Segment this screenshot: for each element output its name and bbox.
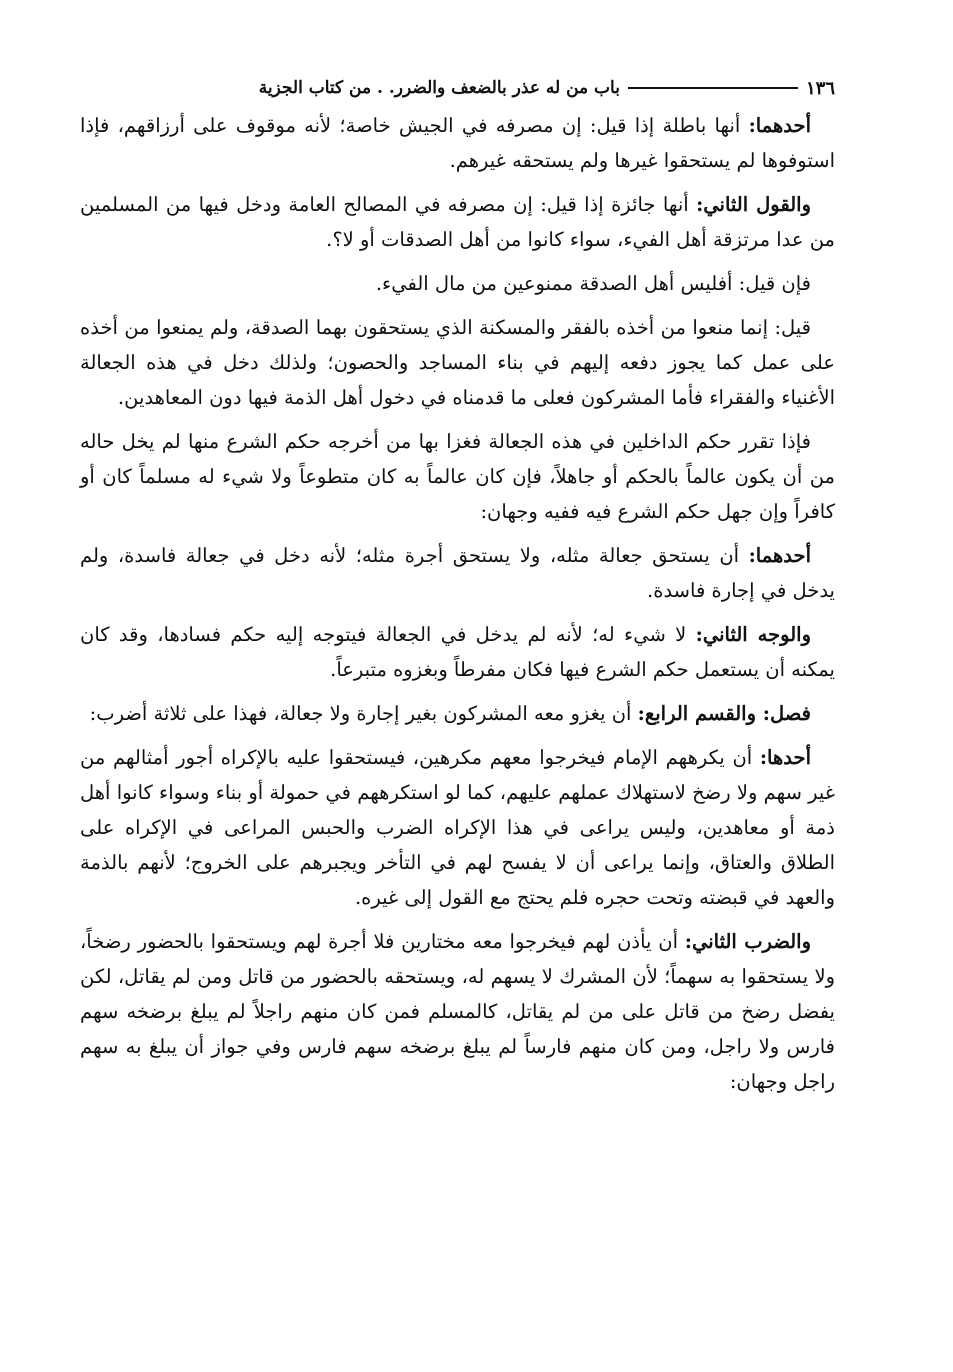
paragraph-text: فإذا تقرر حكم الداخلين في هذه الجعالة فغزا بها من أخرجه حكم الشرع منها لم يخل حاله من أن يكون عالماً بالحكم أو جاهلاً، فإن كان عالماً به كان متطوعاً ولا شيء له مسلماً كان أو كافراً وإن جهل حكم الشرع فيه ففيه وجهان: [80, 430, 835, 523]
paragraph-text: أن يغزو معه المشركون بغير إجارة ولا جعالة، فهذا على ثلاثة أضرب: [89, 702, 638, 725]
paragraph-10 [80, 924, 835, 1099]
page-body [80, 108, 835, 1099]
paragraph-text: قيل: إنما منعوا من أخذه بالفقر والمسكنة الذي يستحقون بهما الصدقة، ولم يمنعوا من أخذه على عمل كما يجوز دفعه إليهم في بناء المساجد والحصون؛ ولذلك دخل في هذه الجعالة الأغنياء والفقراء فأما المشركون فعلى ما قدمناه في دخول أهل الذمة فيها دون المعاهدين. [80, 316, 835, 409]
page-number: ١٣٦ [805, 77, 835, 99]
paragraph-text: أن يأذن لهم فيخرجوا معه مختارين فلا أجرة لهم ويستحقوا بالحضور رضخاً، ولا يستحقوا به سهماً؛ لأن المشرك لا يسهم له، ويستحقه بالحضور من قاتل ومن لم يقاتل، لكن يفضل رضخ من قاتل على من لم يقاتل، كالمسلم فمن كان منهم راجلاً لم يبلغ برضخه سهم فارس ولا راجل، ومن كان منهم فارساً لم يبلغ برضخه سهم فارس وفي جواز أن يبلغ به سهم راجل وجهان: [80, 930, 835, 1093]
running-title: باب من له عذر بالضعف والضرر. . من كتاب الجزية [258, 78, 620, 98]
paragraph-8 [80, 696, 835, 731]
paragraph-3 [80, 266, 835, 301]
paragraph-7 [80, 617, 835, 687]
paragraph-lead: أحدهما: [748, 114, 811, 137]
paragraph-text: أن يستحق جعالة مثله، ولا يستحق أجرة مثله؛ لأنه دخل في جعالة فاسدة، ولم يدخل في إجارة فاسدة. [80, 544, 835, 602]
page-header [80, 68, 835, 108]
paragraph-lead: أحدها: [759, 746, 811, 769]
paragraph-9 [80, 740, 835, 915]
paragraph-1 [80, 108, 835, 178]
paragraph-lead: والضرب الثاني: [684, 930, 811, 953]
paragraph-text: أن يكرههم الإمام فيخرجوا معهم مكرهين، فيستحقوا عليه بالإكراه أجور أمثالهم من غير سهم ولا رضخ لاستهلاك عملهم عليهم، كما لو استكرههم في حمولة أو بناء وسواء كانوا أهل ذمة أو معاهدين، وليس يراعى في هذا الإكراه الضرب والحبس المراعى في الإكراه على الطلاق والعتاق، وإنما يراعى أن لا يفسح لهم في التأخر ويجبرهم على الخروج؛ لأنهم بالذمة والعهد في قبضته وتحت حجره فلم يحتج مع القول إلى غيره. [80, 746, 835, 909]
paragraph-lead: أحدهما: [748, 544, 811, 567]
paragraph-5 [80, 424, 835, 529]
paragraph-lead: فصل: والقسم الرابع: [637, 702, 811, 725]
paragraph-lead: والقول الثاني: [696, 193, 811, 216]
paragraph-text: أنها باطلة إذا قيل: إن مصرفه في الجيش خاصة؛ لأنه موقوف على أرزاقهم، فإذا استوفوها لم يستحقوا غيرها ولم يستحقه غيرهم. [80, 114, 835, 172]
paragraph-6 [80, 538, 835, 608]
paragraph-2 [80, 187, 835, 257]
paragraph-text: لا شيء له؛ لأنه لم يدخل في الجعالة فيتوجه إليه حكم فسادها، وقد كان يمكنه أن يستعمل حكم الشرع فيها فكان مفرطاً وبغزوه متبرعاً. [80, 623, 835, 681]
header-rule [628, 87, 798, 89]
paragraph-lead: والوجه الثاني: [695, 623, 811, 646]
paragraph-text: أنها جائزة إذا قيل: إن مصرفه في المصالح العامة ودخل فيها من المسلمين من عدا مرتزقة أهل الفيء، سواء كانوا من أهل الصدقات أو لا؟. [80, 193, 835, 251]
paragraph-4 [80, 310, 835, 415]
paragraph-text: فإن قيل: أفليس أهل الصدقة ممنوعين من مال الفيء. [375, 272, 811, 295]
